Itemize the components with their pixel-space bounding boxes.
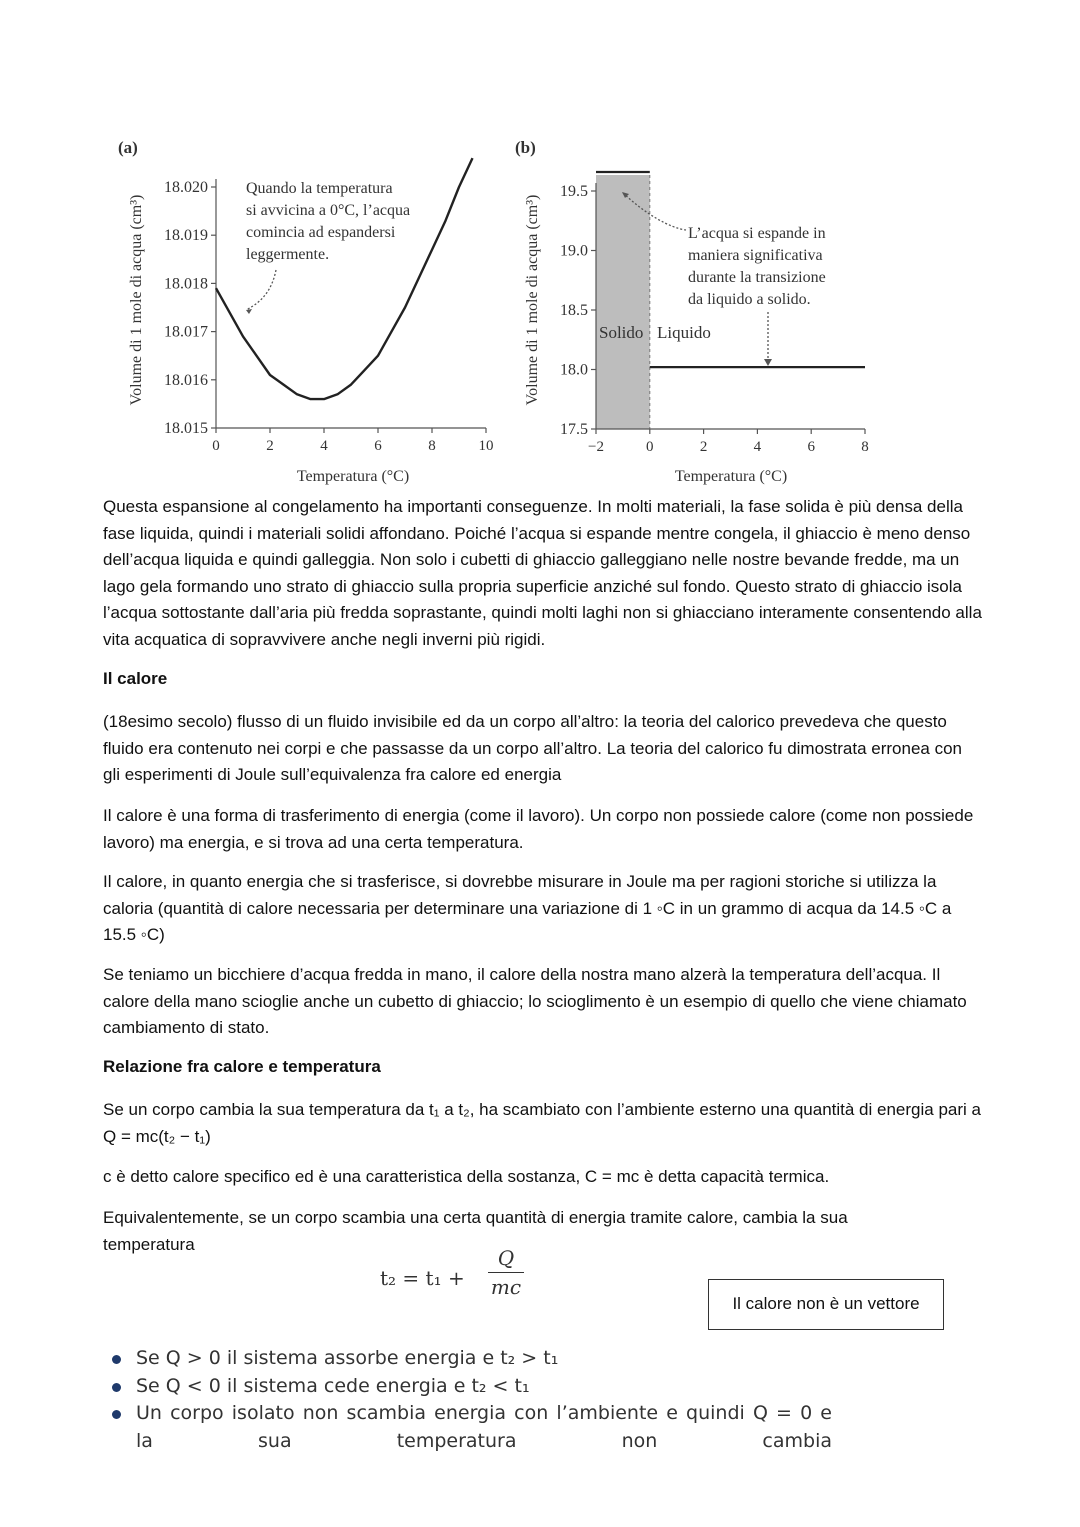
formula-denominator: mc bbox=[490, 1275, 522, 1299]
annotation-line-b: maniera significativa bbox=[688, 247, 823, 264]
y-tick-label-b: 18.0 bbox=[560, 361, 588, 379]
x-tick-label-b: 0 bbox=[646, 439, 654, 455]
panel-label-b: (b) bbox=[515, 138, 536, 157]
y-tick-label-b: 19.0 bbox=[560, 242, 588, 260]
y-tick-label-a: 18.016 bbox=[164, 371, 208, 389]
paragraph-equivalente: Equivalentemente, se un corpo scambia una certa quantità di energia tramite calore, cambia la sua temperatura bbox=[103, 1208, 848, 1254]
y-tick-label-b: 17.5 bbox=[560, 421, 588, 438]
y-tick-label-a: 18.020 bbox=[164, 179, 208, 196]
heading-calore: Il calore bbox=[103, 669, 168, 688]
x-axis-label-b: Temperatura (°C) bbox=[674, 468, 788, 485]
annotation-line-a: si avvicina a 0°C, l’acqua bbox=[246, 202, 411, 219]
y-axis-label-a: Volume di 1 mole di acqua (cm³) bbox=[128, 194, 145, 406]
bullet-item: Se Q < 0 il sistema cede energia e t₂ < t₁ bbox=[112, 1373, 832, 1401]
paragraph-bicchiere: Se teniamo un bicchiere d’acqua fredda in mano, il calore della nostra mano alzerà la temperatura dell’acqua. Il calore della mano scioglie anche un cubetto di ghiaccio; lo scioglimento è un esempio di quello che viene chiamato cambiamento di stato. bbox=[103, 965, 967, 1037]
y-tick-label-a: 18.017 bbox=[164, 323, 208, 341]
paragraph-forma-energia: Il calore è una forma di trasferimento di energia (come il lavoro). Un corpo non possiede calore (come non possiede lavoro) ma energia, e si trova ad una certa temperatura. bbox=[103, 806, 974, 852]
y-tick-label-b: 19.5 bbox=[560, 183, 588, 200]
annotation-arrow-a bbox=[246, 270, 276, 310]
x-tick-label-b: 2 bbox=[699, 439, 708, 455]
x-tick-label-a: 8 bbox=[428, 438, 436, 454]
bullet-item-line: la sua temperatura non cambia bbox=[136, 1429, 832, 1452]
bullet-item-line: Un corpo isolato non scambia energia con l’ambiente e quindi Q = 0 e bbox=[136, 1402, 832, 1424]
x-tick-label-b: −2 bbox=[588, 439, 604, 455]
x-tick-label-a: 6 bbox=[374, 438, 382, 454]
annotation-line-b: L’acqua si espande in bbox=[688, 225, 826, 242]
x-tick-label-a: 2 bbox=[266, 438, 274, 454]
x-tick-label-b: 4 bbox=[753, 439, 762, 455]
x-tick-label-a: 4 bbox=[320, 438, 328, 454]
x-tick-label-a: 0 bbox=[212, 438, 220, 454]
paragraph-scambio: Se un corpo cambia la sua temperatura da t₁ a t₂, ha scambiato con l’ambiente esterno una quantità di energia pari a Q = mc(t₂ − t₁) bbox=[103, 1100, 981, 1146]
x-tick-label-b: 8 bbox=[861, 439, 869, 455]
solid-phase-region bbox=[596, 175, 650, 429]
annotation-line-a: leggermente. bbox=[246, 246, 330, 263]
annotation-line-a: Quando la temperatura bbox=[246, 180, 393, 197]
paragraph-calorico: (18esimo secolo) flusso di un fluido invisibile ed da un corpo all’altro: la teoria del calorico prevedeva che questo fluido era contenuto nei corpi e che passasse da un corpo all’altro. La teoria del calorico fu dimostrata erronea con gli esperimenti di Joule sull’equivalenza fra calore ed energia bbox=[103, 712, 963, 784]
paragraph-caloria: Il calore, in quanto energia che si trasferisce, si dovrebbe misurare in Joule ma per ragioni storiche si utilizza la caloria (quantità di calore necessaria per determinare una variazione di 1 ◦C in un grammo di acqua da 14.5 ◦C a 15.5 ◦C) bbox=[103, 872, 952, 944]
x-tick-label-a: 10 bbox=[478, 438, 494, 454]
formula-fraction bbox=[488, 1246, 524, 1299]
paragraph-expansion: Questa espansione al congelamento ha importanti conseguenze. In molti materiali, la fase solida è più densa della fase liquida, quindi i materiali solidi affondano. Poiché l’acqua si espande mentre congela, il ghiaccio è meno denso dell’acqua liquida e quindi galleggia. Non solo i cubetti di ghiaccio galleggiano nelle nostre bevande fredde, ma un lago gela formando uno strato di ghiaccio sulla propria superficie anziché sul fondo. Questo strato di ghiaccio isola l’acqua sottostante dall’aria più fredda soprastante, quindi molti laghi non si ghiacciano interamente consentendo alla vita acquatica di sopravvivere anche negli inverni più rigidi. bbox=[103, 497, 982, 649]
bullet-list bbox=[112, 1345, 832, 1455]
y-tick-label-a: 18.015 bbox=[164, 420, 208, 437]
note-box: Il calore non è un vettore bbox=[708, 1279, 944, 1330]
y-axis-label-b: Volume di 1 mole di acqua (cm³) bbox=[524, 194, 541, 406]
formula-lhs: t₂ = t₁ + bbox=[380, 1266, 465, 1290]
paragraph-calore-specifico: c è detto calore specifico ed è una caratteristica della sostanza, C = mc è detta capacità termica. bbox=[103, 1167, 830, 1186]
y-tick-label-b: 18.5 bbox=[560, 302, 588, 319]
annotation-line-a: comincia ad espandersi bbox=[246, 224, 396, 241]
x-axis-label-a: Temperatura (°C) bbox=[296, 468, 410, 485]
annotation-line-b: da liquido a solido. bbox=[688, 291, 811, 308]
bullet-item: Se Q > 0 il sistema assorbe energia e t₂ > t₁ bbox=[112, 1345, 832, 1373]
chart-b bbox=[510, 130, 890, 495]
region-label-liquido: Liquido bbox=[657, 323, 711, 342]
formula-numerator: Q bbox=[497, 1246, 515, 1270]
heading-relazione: Relazione fra calore e temperatura bbox=[103, 1057, 381, 1076]
panel-label-a: (a) bbox=[118, 138, 138, 157]
region-label-solido: Solido bbox=[599, 323, 644, 342]
y-tick-label-a: 18.019 bbox=[164, 227, 208, 245]
bullet-item bbox=[112, 1400, 832, 1455]
y-tick-label-a: 18.018 bbox=[164, 275, 208, 293]
chart-a bbox=[100, 130, 520, 495]
annotation-line-b: durante la transizione bbox=[688, 269, 826, 286]
x-tick-label-b: 6 bbox=[807, 439, 815, 455]
